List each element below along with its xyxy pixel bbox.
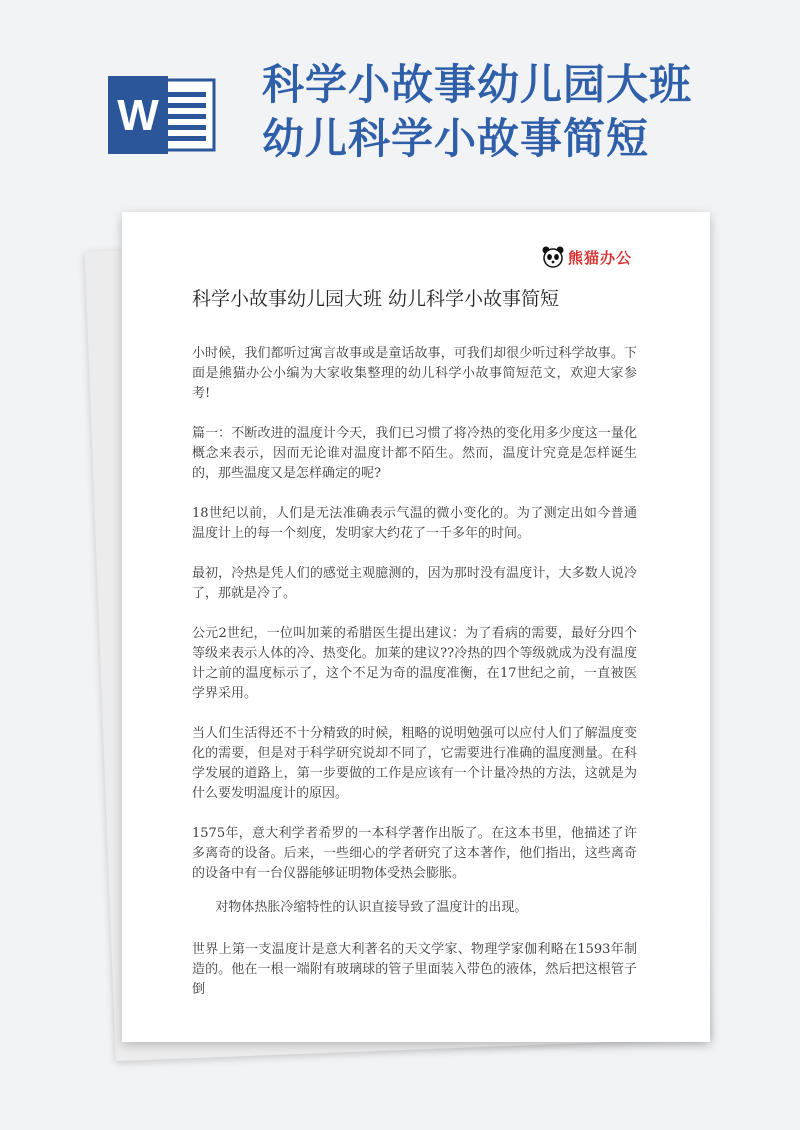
paragraph: 小时候，我们都听过寓言故事或是童话故事，可我们却很少听过科学故事。下面是熊猫办公小编为大家收集整理的幼儿科学小故事简短范文，欢迎大家参考!	[192, 346, 637, 401]
document-page	[122, 212, 710, 1042]
paragraph: 世界上第一支温度计是意大利著名的天文学家、物理学家伽利略在1593年制造的。他在一根一端附有玻璃球的管子里面装入带色的液体，然后把这根管子倒	[192, 942, 637, 997]
paragraph: 篇一：不断改进的温度计今天，我们已习惯了将冷热的变化用多少度这一量化概念来表示，因而无论谁对温度计都不陌生。然而，温度计究竟是怎样诞生的，那些温度又是怎样确定的呢?	[192, 426, 637, 481]
paragraph: 对物体热胀冷缩特性的认识直接导致了温度计的出现。	[215, 900, 528, 915]
banner-title-line-2: 幼儿科学小故事简短	[262, 114, 650, 163]
word-logo-letter: W	[117, 91, 159, 140]
paragraph: 公元2世纪，一位叫加莱的希腊医生提出建议：为了看病的需要，最好分四个等级来表示人体的冷、热变化。加莱的建议??冷热的四个等级就成为没有温度计之前的温度标示了，这个不足为奇的温度准衡，在17世纪之前，一直被医学界采用。	[192, 626, 637, 701]
brand-logo	[542, 246, 632, 268]
banner-title	[262, 58, 782, 166]
paragraph: 1575年，意大利学者希罗的一本科学著作出版了。在这本书里，他描述了许多离奇的设备。后来，一些细心的学者研究了这本著作，他们指出，这些离奇的设备中有一台仪器能够证明物体受热会膨胀。	[192, 826, 637, 881]
paragraph: 当人们生活得还不十分精致的时候，粗略的说明勉强可以应付人们了解温度变化的需要，但是对于科学研究说却不同了，它需要进行准确的温度测量。在科学发展的道路上，第一步要做的工作是应该有一个计量冷热的方法，这就是为什么要发明温度计的原因。	[192, 726, 637, 801]
document-body	[192, 344, 637, 1020]
paragraph: 18世纪以前，人们是无法准确表示气温的微小变化的。为了测定出如今普通温度计上的每一个刻度，发明家大约花了一千多年的时间。	[192, 506, 637, 541]
banner-title-line-1: 科学小故事幼儿园大班	[262, 60, 693, 109]
paragraph: 最初，冷热是凭人们的感觉主观臆测的，因为那时没有温度计，大多数人说冷了，那就是冷了。	[192, 566, 637, 601]
document-title: 科学小故事幼儿园大班 幼儿科学小故事简短	[192, 288, 560, 310]
panda-icon	[542, 246, 564, 268]
word-document-icon	[106, 76, 218, 154]
brand-text: 熊猫办公	[567, 248, 632, 267]
